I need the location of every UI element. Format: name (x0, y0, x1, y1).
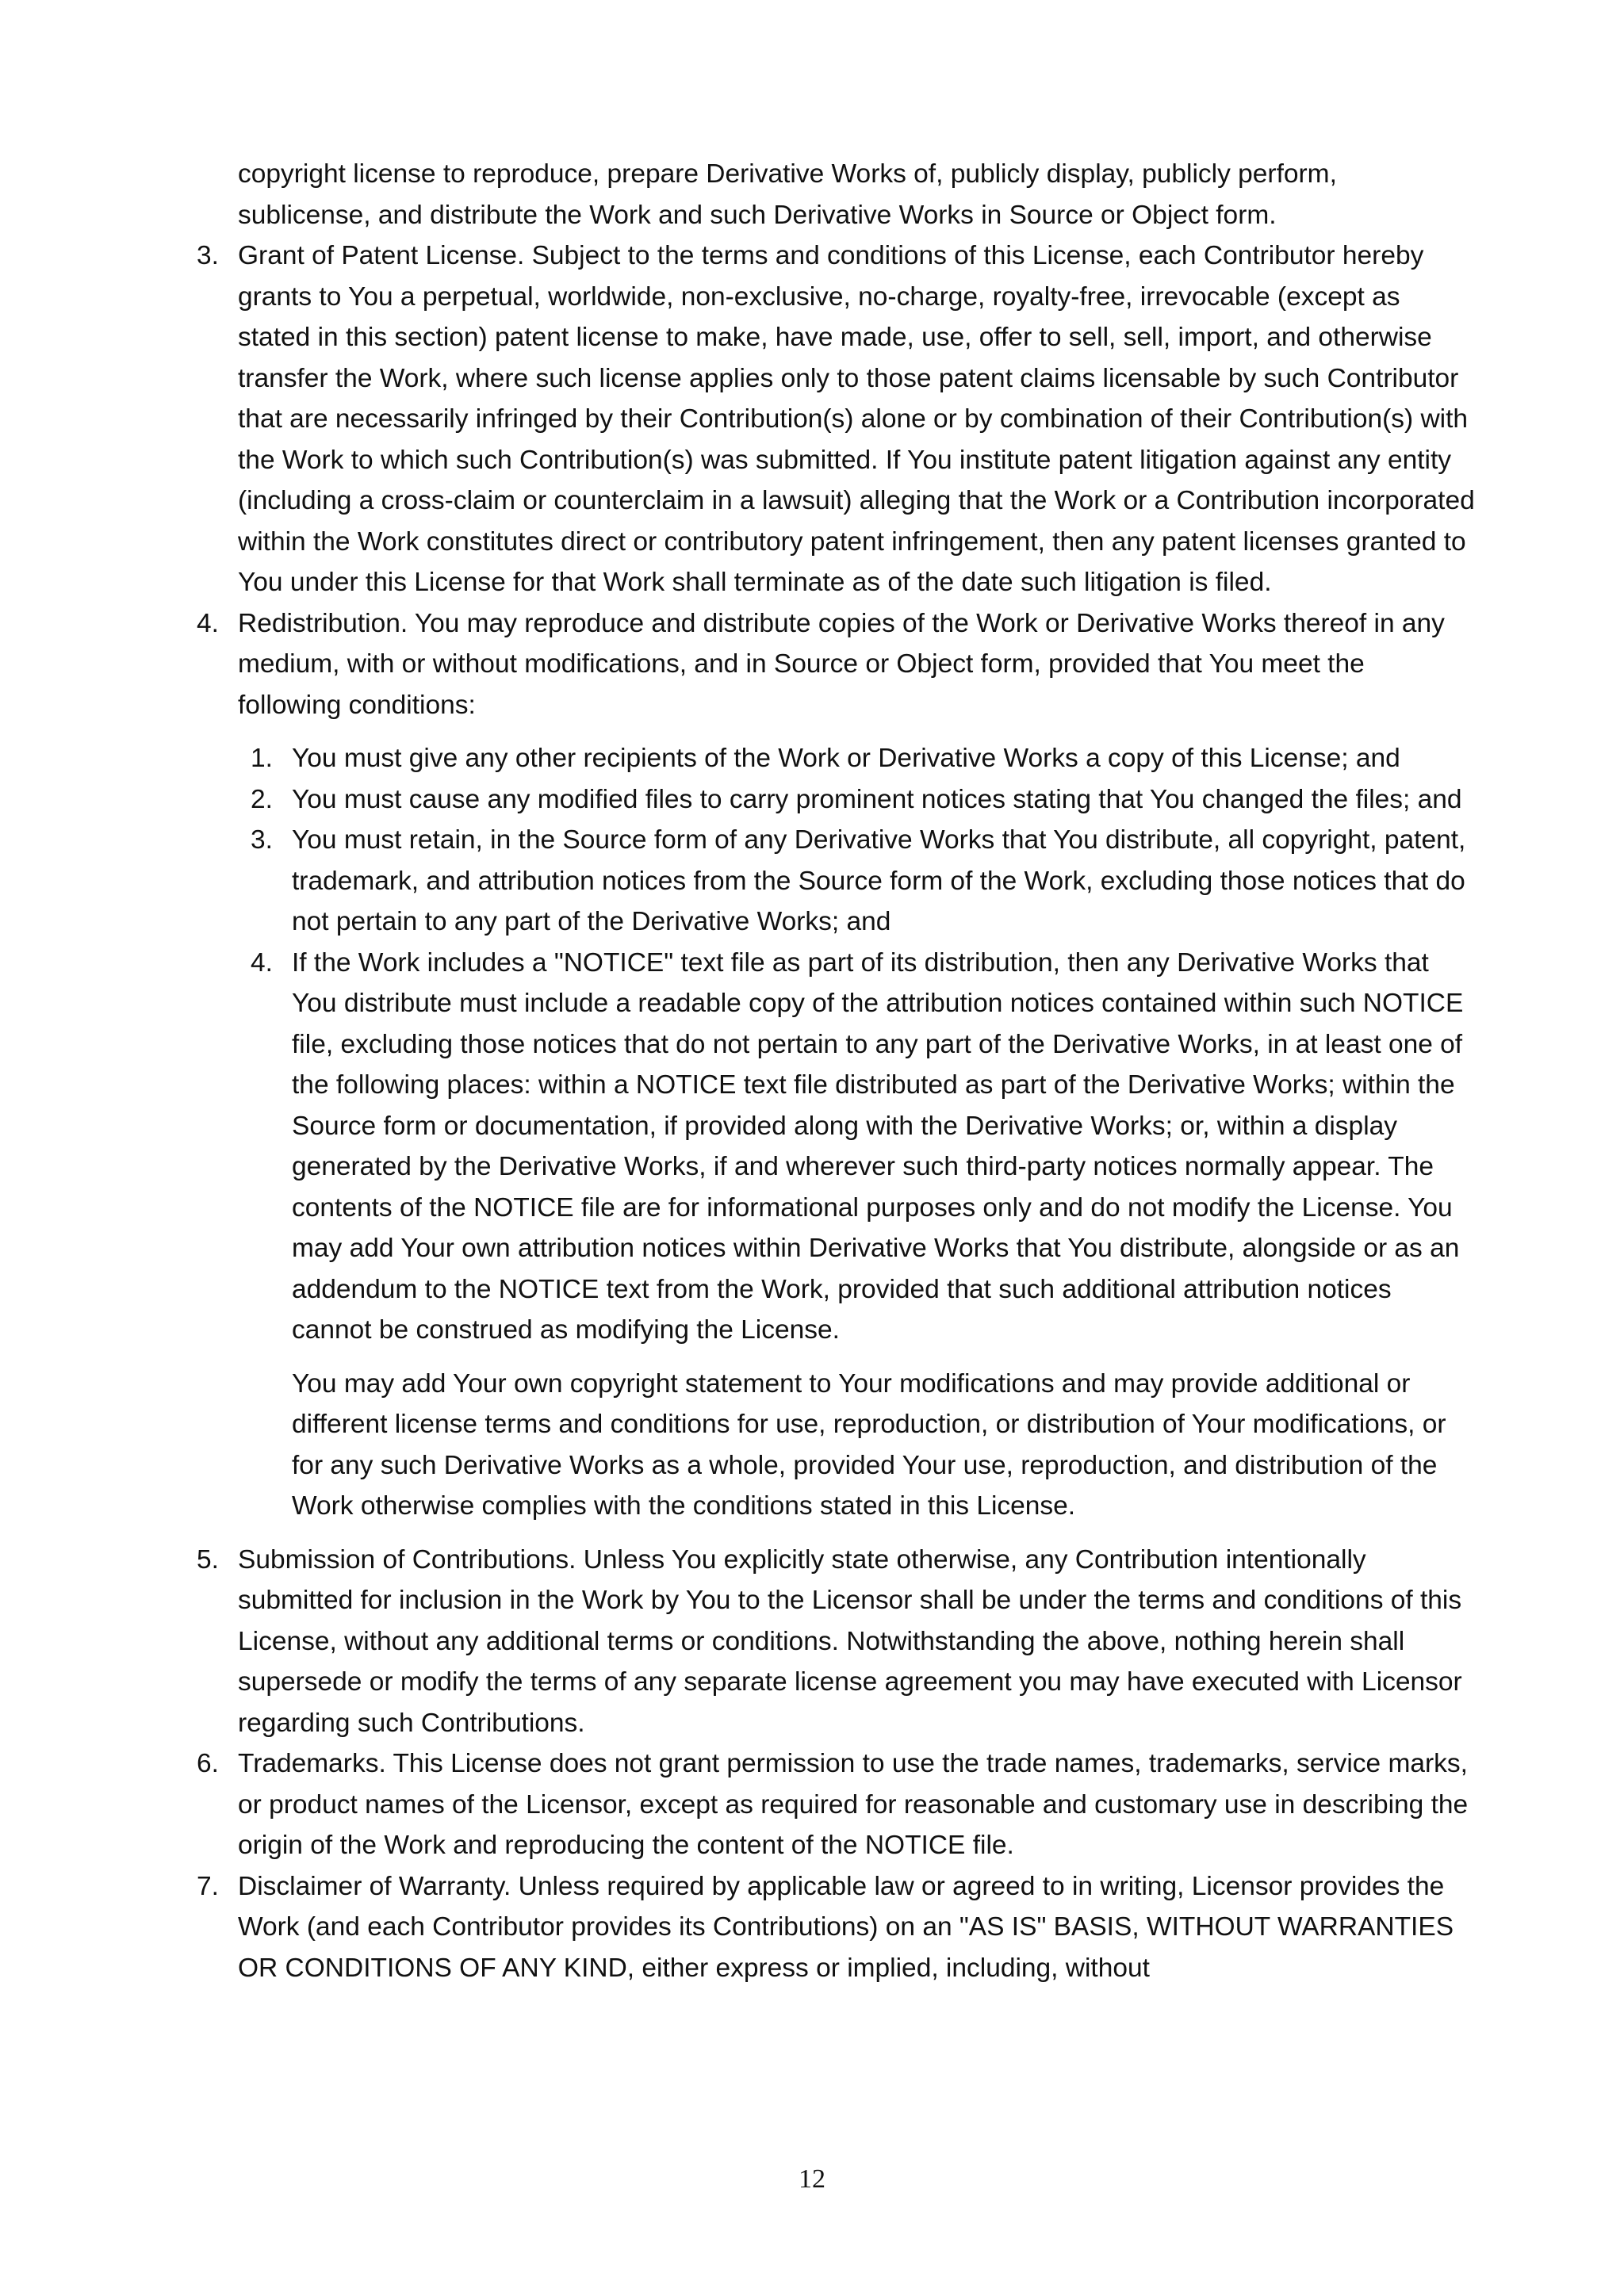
list-item-text: Trademarks. This License does not grant permission to use the trade names, trademarks, service marks, or product names of the Licensor, except as required for reasonable and customary use in describing the origin of the Work and reproducing the content of the NOTICE file. (238, 1749, 1469, 1860)
list-number: 4. (197, 608, 219, 638)
sub-list-item-text: You must give any other recipients of the Work or Derivative Works a copy of this License; and (292, 744, 1400, 773)
list-number: 6. (197, 1749, 219, 1778)
sub-list-item-2 (251, 779, 1475, 821)
list-item-text: Disclaimer of Warranty. Unless required by applicable law or agreed to in writing, Licensor provides the Work (and each Contributor provides its Contributions) on an "AS IS" BASIS, WITHOUT WARRANTIES OR CONDITIONS OF ANY KIND, either express or implied, including, without (238, 1871, 1454, 1983)
list-item-text: Submission of Contributions. Unless You explicitly state otherwise, any Contribution intentionally submitted for inclusion in the Work by You to the Licensor shall be under the terms and conditions of this License, without any additional terms or conditions. Notwithstanding the above, nothing herein shall supersede or modify the terms of any separate license agreement you may have executed with Licensor regarding such Contributions. (238, 1544, 1462, 1738)
list-item-3 (197, 235, 1475, 603)
page-number: 12 (799, 2164, 825, 2194)
sub-list-number: 3. (251, 825, 273, 855)
sub-list-item-1 (251, 738, 1475, 779)
sub-list-number: 4. (251, 947, 273, 978)
sub-list-item-3 (251, 820, 1475, 943)
sub-list-number: 1. (251, 744, 273, 773)
list-item-7 (197, 1866, 1475, 1989)
list-number: 7. (197, 1871, 219, 1901)
list-item-6 (197, 1743, 1475, 1866)
sub-list-paragraph: You may add Your own copyright statement to Your modifications and may provide additional or different license terms and conditions for use, reproduction, or distribution of Your modifications, or for any such Derivative Works as a whole, provided Your use, reproduction, and distribution of the Work otherwise complies with the conditions stated in this License. (292, 1368, 1446, 1521)
sub-list-item-text: You must retain, in the Source form of any Derivative Works that You distribute, all copyright, patent, trademark, and attribution notices from the Source form of the Work, excluding those notices that do not pertain to any part of the Derivative Works; and (292, 825, 1466, 936)
sub-list-item-4 (251, 943, 1475, 1351)
sub-list-item-text: You must cause any modified files to carry prominent notices stating that You changed the files; and (292, 784, 1462, 814)
sub-list-item-text: If the Work includes a "NOTICE" text file as part of its distribution, then any Derivative Works that You distribute must include a readable copy of the attribution notices contained within such NOTICE file, excluding those notices that do not pertain to any part of the Derivative Works, in at least one of the following places: within a NOTICE text file distributed as part of the Derivative Works; within the Source form or documentation, if provided along with the Derivative Works; or, within a display generated by the Derivative Works, if and wherever such third-party notices normally appear. The contents of the NOTICE file are for informational purposes only and do not modify the License. You may add Your own attribution notices within Derivative Works that You distribute, alongside or as an addendum to the NOTICE text from the Work, provided that such additional attribution notices cannot be construed as modifying the License. (292, 947, 1464, 1345)
list-number: 3. (197, 241, 219, 270)
sub-list (251, 738, 1475, 1351)
list-number: 5. (197, 1544, 219, 1575)
list-item-text: Grant of Patent License. Subject to the terms and conditions of this License, each Contributor hereby grants to You a perpetual, worldwide, non-exclusive, no-charge, royalty-free, irrevocable (except as stated in this section) patent license to make, have made, use, offer to sell, sell, import, and otherwise transfer the Work, where such license applies only to those patent claims licensable by such Contributor that are necessarily infringed by their Contribution(s) alone or by combination of their Contribution(s) with the Work to which such Contribution(s) was submitted. If You institute patent litigation against any entity (including a cross-claim or counterclaim in a lawsuit) alleging that the Work or a Contribution incorporated within the Work constitutes direct or contributory patent infringement, then any patent licenses granted to You under this License for that Work shall terminate as of the date such litigation is filed. (238, 241, 1475, 597)
list-item-text: Redistribution. You may reproduce and distribute copies of the Work or Derivative Works thereof in any medium, with or without modifications, and in Source or Object form, provided that You meet the following conditions: (238, 608, 1445, 720)
list-item-5 (197, 1540, 1475, 1744)
sub-list-number: 2. (251, 784, 273, 814)
license-text (197, 154, 1475, 1988)
continued-paragraph: copyright license to reproduce, prepare Derivative Works of, publicly display, publicly perform, sublicense, and distribute the Work and such Derivative Works in Source or Object form. (238, 159, 1337, 230)
list-item-4 (197, 603, 1475, 1527)
